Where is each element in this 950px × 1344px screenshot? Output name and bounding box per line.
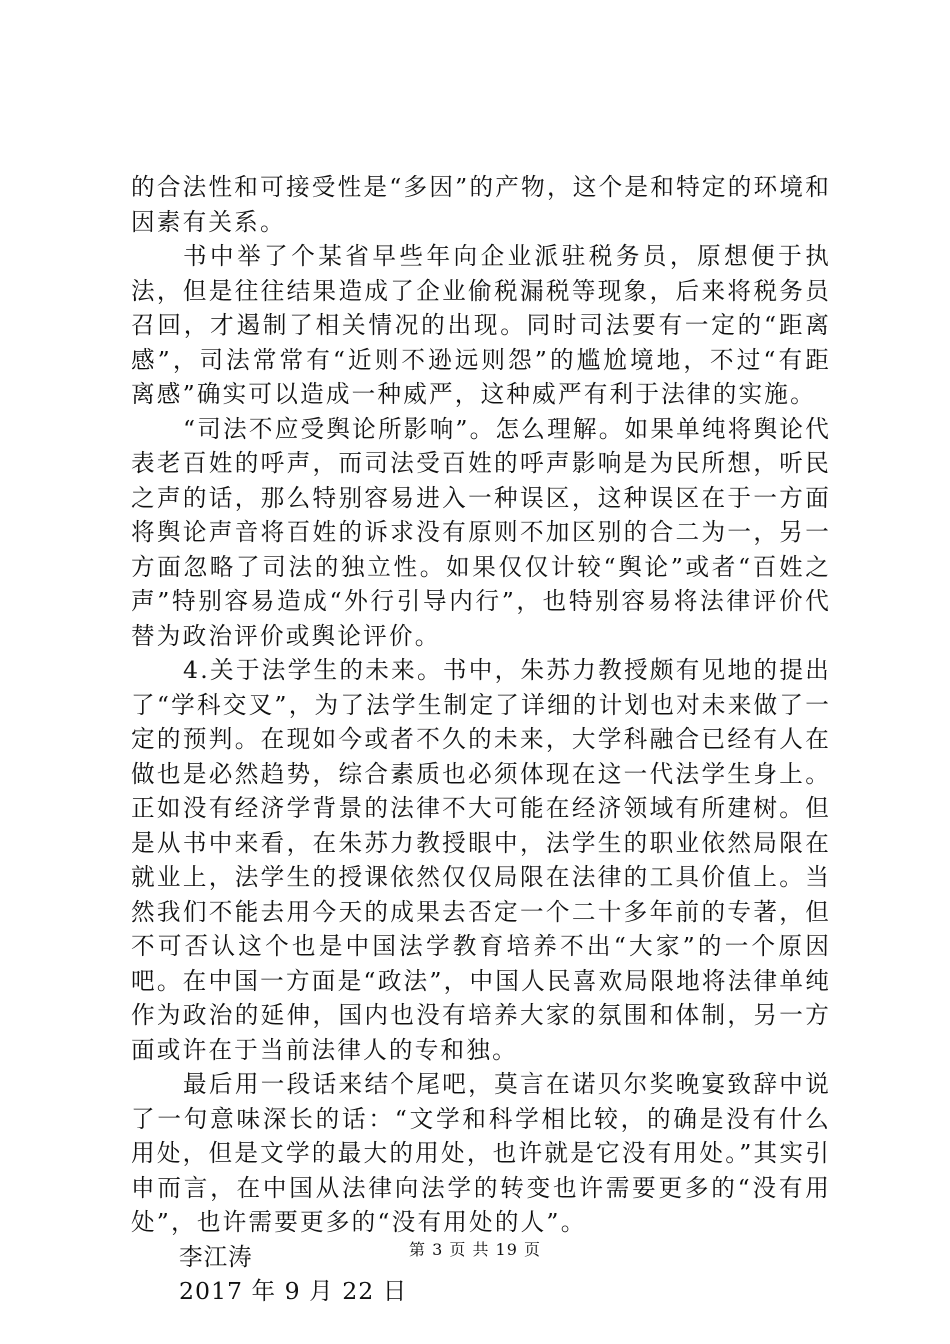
paragraph-1: 的合法性和可接受性是“多因”的产物，这个是和特定的环境和因素有关系。 — [131, 173, 831, 236]
author-name: 李江涛 — [179, 1242, 253, 1271]
signature-date: 2017 年 9 月 22 日 — [179, 1277, 408, 1305]
paragraph-3: “司法不应受舆论所影响”。怎么理解。如果单纯将舆论代表老百姓的呼声，而司法受百姓的呼声影响是为民所想，听民之声的话，那么特别容易进入一种误区，这种误区在于一方面将舆论声音将百姓的诉求没有原则不加区别的合二为一，另一方面忽略了司法的独立性。如果仅仅计较“舆论”或者“百姓之声”特别容易造成“外行引导内行”，也特别容易将法律评价代替为政治评价或舆论评价。 — [131, 414, 831, 650]
paragraph-2: 书中举了个某省早些年向企业派驻税务员，原想便于执法，但是往往结果造成了企业偷税漏税等现象，后来将税务员召回，才遏制了相关情况的出现。同时司法要有一定的“距离感”，司法常常有“近则不逊远则怨”的尴尬境地，不过“有距离感”确实可以造成一种威严，这种威严有利于法律的实施。 — [131, 242, 831, 408]
page-footer: 第 3 页 共 19 页 — [409, 1240, 541, 1259]
paragraph-4: 4.关于法学生的未来。书中，朱苏力教授颇有见地的提出了“学科交叉”，为了法学生制定了详细的计划也对未来做了一定的预判。在现如今或者不久的未来，大学科融合已经有人在做也是必然趋势，综合素质也必须体现在这一代法学生身上。正如没有经济学背景的法律不大可能在经济领域有所建树。但是从书中来看，在朱苏力教授眼中，法学生的职业依然局限在就业上，法学生的授课依然仅仅局限在法律的工具价值上。当然我们不能去用今天的成果去否定一个二十多年前的专著，但不可否认这个也是中国法学教育培养不出“大家”的一个原因吧。在中国一方面是“政法”，中国人民喜欢局限地将法律单纯作为政治的延伸，国内也没有培养大家的氛围和体制，另一方面或许在于当前法律人的专和独。 — [131, 656, 831, 1064]
document-body — [131, 170, 831, 1309]
paragraph-5: 最后用一段话来结个尾吧，莫言在诺贝尔奖晚宴致辞中说了一句意味深长的话：“文学和科学相比较，的确是没有什么用处，但是文学的最大的用处，也许就是它没有用处。”其实引申而言，在中国从法律向法学的转变也许需要更多的“没有用处”，也许需要更多的“没有用处的人”。 — [131, 1070, 831, 1236]
